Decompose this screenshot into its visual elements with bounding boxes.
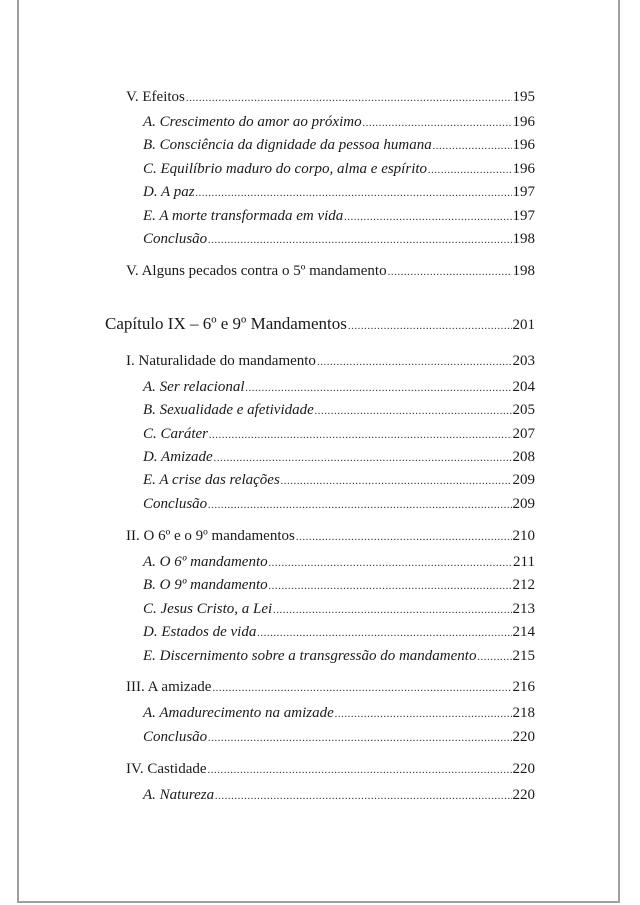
toc-entry-page: 197 [512,208,535,224]
toc-entry-title: C. Equilíbrio maduro do corpo, alma e espírito [143,161,428,177]
toc-entry-title: A. Crescimento do amor ao próximo [143,114,362,130]
toc-entry-title: D. Amizade [143,449,213,465]
toc-entry-title: B. Sexualidade e afetividade [143,402,314,418]
toc-entry-page: 201 [512,317,535,333]
toc-entry-page: 198 [512,263,535,279]
toc-entry-title: A. Natureza [143,787,215,803]
dot-leader [186,89,512,107]
toc-entry-title: E. A crise das relações [143,472,280,488]
toc-entry-title: D. A paz [143,184,195,200]
toc-entry [143,183,535,202]
dot-leader [433,137,512,155]
dot-leader [208,761,512,779]
dot-leader [209,426,511,444]
toc-entry-page: 212 [512,577,535,593]
toc-entry [143,230,535,249]
toc-entry-title: Conclusão [143,496,208,512]
toc-entry [126,527,535,546]
dot-leader [273,601,511,619]
toc-entry-title: E. Discernimento sobre a transgressão do mandamento [143,648,477,664]
toc-entry [126,678,535,697]
dot-leader [269,577,512,595]
toc-entry-page: 197 [512,184,535,200]
toc-entry [143,160,535,179]
toc-entry [143,378,535,397]
toc-entry-page: 195 [512,89,535,105]
toc-entry-page: 203 [512,353,535,369]
toc-entry-title: C. Caráter [143,426,209,442]
toc-entry-page: 210 [512,528,535,544]
toc-entry [126,352,535,371]
toc-entry-title: IV. Castidade [126,761,207,777]
dot-leader [208,729,511,747]
toc-entry-page: 196 [512,137,535,153]
toc-entry [126,262,535,281]
toc-chapter-title: Capítulo IX – 6º e 9º Mandamentos [105,314,347,333]
dot-leader [428,161,511,179]
dot-leader [344,208,511,226]
toc-entry-page: 209 [512,496,535,512]
toc-entry [143,471,535,490]
dot-leader [296,528,512,546]
dot-leader [196,184,512,202]
toc-entry-title: C. Jesus Cristo, a Lei [143,601,273,617]
toc-entry-title: E. A morte transformada em vida [143,208,344,224]
dot-leader [269,554,512,572]
dot-leader [257,624,511,642]
toc-entry-page: 207 [512,426,535,442]
toc-entry-title: III. A amizade [126,679,212,695]
toc-entry [143,553,535,572]
toc-entry [126,760,535,779]
toc-entry-title: Conclusão [143,729,208,745]
dot-leader [214,449,512,467]
dot-leader [215,787,511,805]
toc-entry-title: A. Ser relacional [143,379,245,395]
toc-entry-page: 215 [512,648,535,664]
dot-leader [477,648,511,666]
toc-entry-page: 211 [513,554,535,570]
toc-chapter-entry [105,313,535,337]
dot-leader [335,705,512,723]
toc-entry [143,576,535,595]
dot-leader [363,114,512,132]
toc-entry [143,401,535,420]
toc-entry-title: I. Naturalidade do mandamento [126,353,316,369]
toc-entry-title: II. O 6º e o 9º mandamentos [126,528,295,544]
toc-entry-page: 209 [512,472,535,488]
toc-entry-page: 196 [512,161,535,177]
toc-entry [143,704,535,723]
toc-entry-page: 208 [512,449,535,465]
dot-leader [317,353,512,371]
toc-entry [143,136,535,155]
dot-leader [348,315,512,337]
toc-entry [143,786,535,805]
toc-entry [143,113,535,132]
dot-leader [388,263,512,281]
toc-entry-page: 218 [512,705,535,721]
toc-entry-page: 220 [512,761,535,777]
toc-entry-title: Conclusão [143,231,208,247]
toc-entry [143,728,535,747]
toc-entry-title: D. Estados de vida [143,624,257,640]
toc-entry-title: V. Alguns pecados contra o 5º mandamento [126,263,387,279]
toc-entry [143,623,535,642]
toc-entry-title: A. Amadurecimento na amizade [143,705,334,721]
toc-entry [143,600,535,619]
toc-entry-title: B. Consciência da dignidade da pessoa humana [143,137,432,153]
toc-entry-page: 214 [512,624,535,640]
toc-entry [126,88,535,107]
toc-entry-page: 216 [512,679,535,695]
toc-entry [143,448,535,467]
toc-entry-title: B. O 9º mandamento [143,577,268,593]
toc-entry-page: 220 [512,729,535,745]
dot-leader [212,679,511,697]
toc-entry [143,495,535,514]
dot-leader [315,402,512,420]
dot-leader [281,472,512,490]
toc-entry-page: 220 [512,787,535,803]
toc-entry [143,425,535,444]
toc-entry-title: V. Efeitos [126,89,185,105]
toc-entry [143,647,535,666]
toc-entry-page: 204 [512,379,535,395]
dot-leader [246,379,512,397]
toc-entry [143,207,535,226]
toc-entry-page: 196 [512,114,535,130]
dot-leader [208,231,511,249]
toc-entry-page: 198 [512,231,535,247]
toc-entry-page: 213 [512,601,535,617]
toc-entry-page: 205 [512,402,535,418]
toc-entry-title: A. O 6º mandamento [143,554,268,570]
dot-leader [208,496,511,514]
